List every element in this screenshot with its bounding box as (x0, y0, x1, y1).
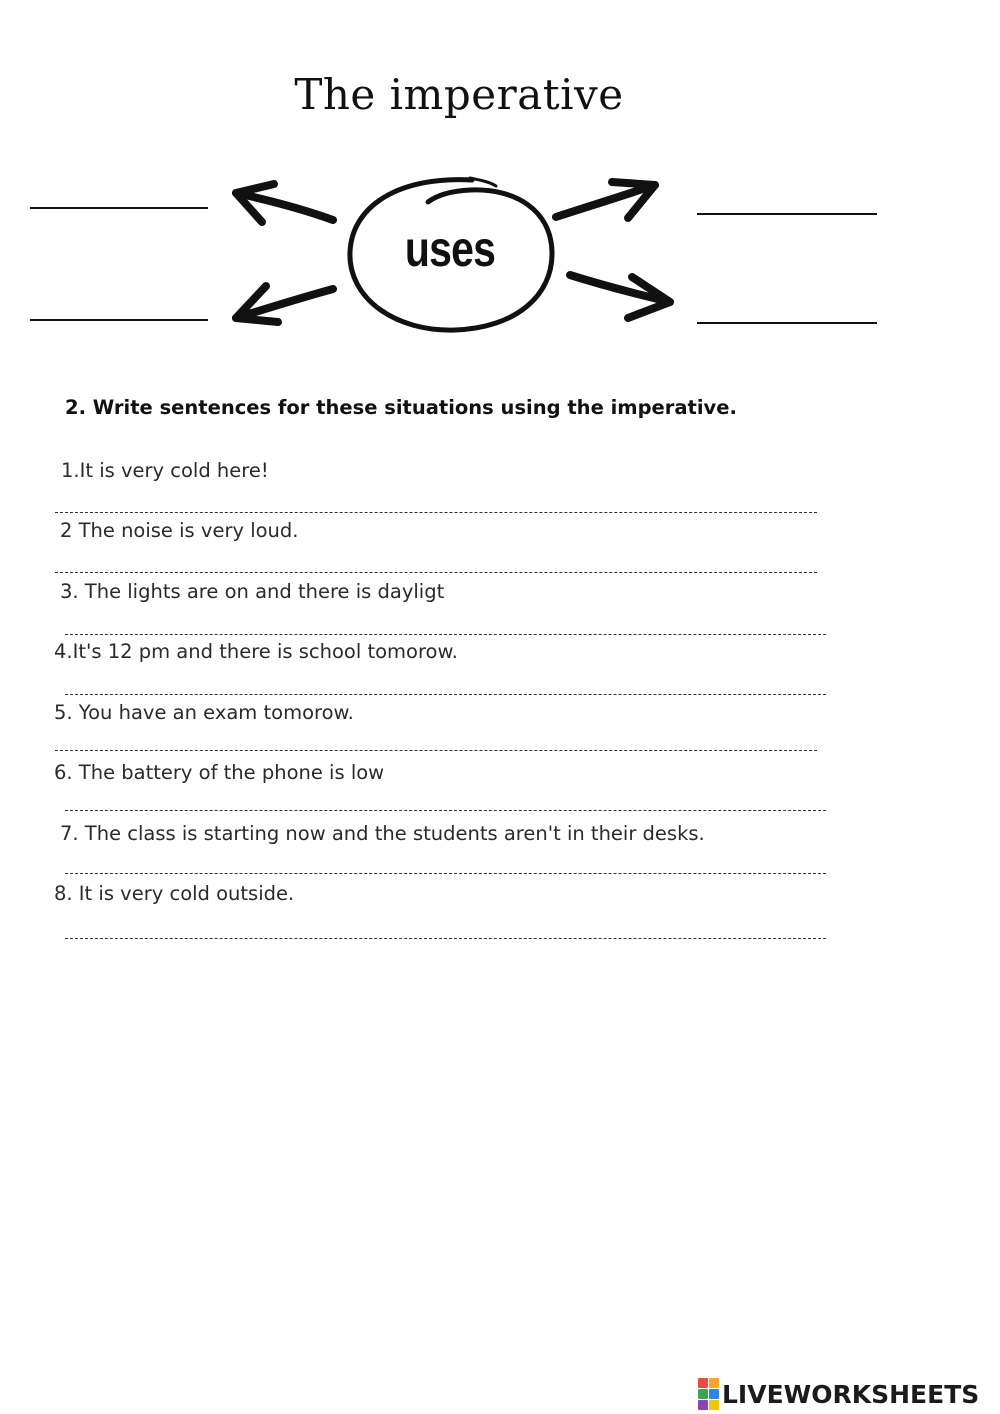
arrow-top-right-icon (556, 182, 655, 218)
logo-text: LIVEWORKSHEETS (722, 1379, 980, 1409)
answer-line-1[interactable] (55, 512, 817, 513)
answer-line-2[interactable] (55, 572, 817, 573)
answer-blank-top-right[interactable] (697, 213, 877, 215)
answer-line-3[interactable] (65, 634, 826, 635)
page-title: The imperative (294, 70, 624, 119)
answer-line-4[interactable] (65, 694, 826, 695)
exercise-item-1: 1.It is very cold here! (61, 459, 269, 482)
logo-block (698, 1400, 708, 1410)
exercise-item-2: 2 The noise is very loud. (60, 519, 299, 542)
diagram-center-label: uses (404, 221, 496, 277)
answer-line-7[interactable] (65, 873, 826, 874)
logo-block (709, 1389, 719, 1399)
exercise-item-7: 7. The class is starting now and the students aren't in their desks. (60, 822, 705, 845)
exercise-instruction: 2. Write sentences for these situations using the imperative. (65, 396, 737, 419)
logo-block (698, 1378, 708, 1388)
logo-block (709, 1378, 719, 1388)
exercise-item-4: 4.It's 12 pm and there is school tomorow. (54, 640, 458, 663)
exercise-item-6: 6. The battery of the phone is low (54, 761, 385, 784)
logo-block (709, 1400, 719, 1410)
logo-block (698, 1389, 708, 1399)
answer-blank-top-left[interactable] (30, 207, 208, 209)
exercise-item-8: 8. It is very cold outside. (54, 882, 295, 905)
answer-line-5[interactable] (55, 750, 817, 751)
answer-line-6[interactable] (65, 810, 826, 811)
liveworksheets-logo (698, 1379, 979, 1409)
answer-blank-bottom-right[interactable] (697, 322, 877, 324)
arrow-bottom-right-icon (570, 275, 670, 318)
answer-blank-bottom-left[interactable] (30, 319, 208, 321)
exercise-item-3: 3. The lights are on and there is dayligt (60, 580, 445, 603)
answer-line-8[interactable] (65, 938, 826, 939)
exercise-item-5: 5. You have an exam tomorow. (54, 701, 354, 724)
logo-blocks-icon (698, 1378, 719, 1410)
arrow-top-left-icon (236, 184, 333, 222)
arrow-bottom-left-icon (236, 286, 333, 322)
